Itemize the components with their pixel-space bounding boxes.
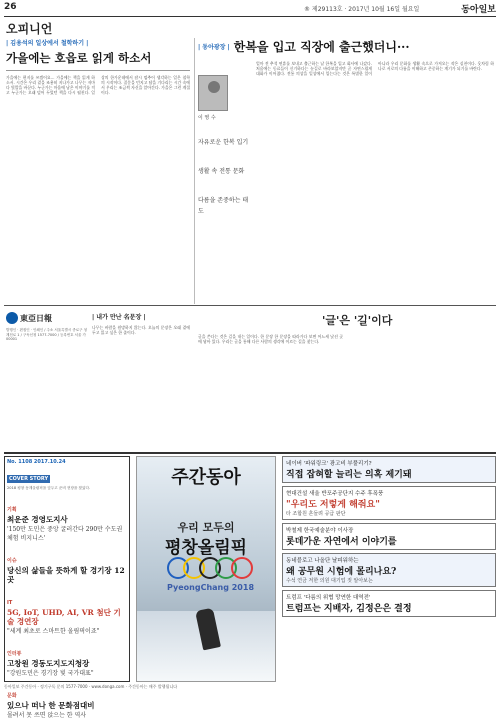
toc-headline: 5G, IoT, UHD, AI, VR 첨단 기술 경연장 [7, 607, 121, 626]
toc-headline: 고창원 경동도지도지청장 [7, 658, 90, 668]
ad-detail: 타 조합원 흔들려 공급 판단 [286, 511, 346, 517]
logo-name: 東亞日報 [20, 312, 52, 323]
pull-quotes [198, 61, 250, 235]
ad-column [282, 456, 496, 682]
quote-body: 나무는 바람을 원망하지 않는다. 오늘의 문장은 오래 곁에 두고 읽고 싶은 한 줄이다. [92, 325, 190, 336]
ad-line: 동네블로고 나올단 날피워하는 [286, 558, 359, 564]
ad-line: 박철제 한국예술분야 이사장 [286, 528, 354, 534]
ad-line: 네이버 '파워링크' 광고비 부풀리기? [286, 461, 372, 467]
publisher-info: 발행인 · 편집인 · 인쇄인 / 주소 서울특별시 종로구 청계천로 1 / 구독신청 1577-7000 / 등록번호 서울 가00001 [6, 328, 88, 342]
ad-box[interactable] [282, 523, 496, 550]
page-footer: 동아일보 주간동아 · 정기구독 문의 1577-7000 · www.donga.com · 주간동아는 매주 발행됩니다 [4, 684, 178, 689]
article-headline[interactable]: 한복을 입고 직장에 출근했더니··· [233, 40, 410, 54]
ad-box[interactable] [282, 590, 496, 617]
toc-headline: 당신의 삶들을 뜻하게 할 경기장 12곳 [7, 565, 125, 584]
ad-headline: 롯데가운 자연에서 이야기를 [286, 537, 397, 547]
toc-kicker: IT [7, 599, 13, 606]
dong-a-gwangjang-article [198, 38, 494, 304]
toc-item[interactable] [7, 547, 127, 584]
issue-number: No. 1108 2017.10.24 [7, 459, 66, 465]
cover-story-text: 2018 평창 동계올림픽을 앞두고 준비 현장을 찾았다. [7, 486, 91, 490]
toc-headline: 있으나 떠나 한 문화점대비 [7, 700, 95, 710]
toc-sub: "강원도민은 경기장 빛 국가대표" [7, 669, 94, 677]
pull-quote: 생활 속 전통 문화 [198, 168, 245, 175]
column-article [6, 38, 190, 304]
section-rule [4, 305, 496, 306]
olympic-ring-icon [231, 557, 253, 579]
divider [6, 70, 190, 71]
ad-box[interactable] [282, 486, 496, 520]
pull-quote: 다름을 존중하는 태도 [198, 197, 249, 215]
column-body: 가을에는 편지를 쓰겠어요… 가을에는 책을 읽게 하소서. 시간은 우리 곁을 조용히 지나가고 나무는 저마다 빛깔을 바꾼다. 누군가는 마음에 남은 이야기를 적고 누군가는 오래 덮어 두었던 책을 다시 펼친다. 일상의 한가운데에서 잠시 멈추어 생각하는 일은 철학의 시작이다. 질문을 던지고 답을 기다리는 시간 속에서 우리는 조금씩 자신을 알아간다. 가을은 그런 계절이다. [6, 75, 190, 96]
toc-kicker: 기획 [7, 506, 17, 513]
ad-line: 트럼프 '다름의 위협 망연한 대역전' [286, 595, 371, 601]
toc-kicker: 이슈 [7, 557, 17, 564]
cover-subtitle: PyeongChang 2018 [167, 583, 255, 592]
ad-headline: "우리도 저렇게 해줘요" [286, 500, 380, 510]
header-rule [4, 16, 496, 17]
toc-item[interactable] [7, 496, 127, 542]
cover-headline-2: 평창올림픽 [164, 538, 248, 558]
toc-kicker: 인터뷰 [7, 650, 22, 657]
ad-box[interactable] [282, 553, 496, 587]
author-portrait [198, 75, 228, 111]
page-number: 26 [4, 2, 17, 12]
essay-title[interactable]: '글'은 '길'이다 [322, 314, 393, 327]
article-body: 얼마 전 추석 연휴를 보내고 출근하는 날 한복을 입고 회사에 나갔다. 처음에는 동료들이 신기하다는 눈길로 바라보았지만 곧 자연스럽게 대화가 이어졌다. 전통 의상을 일상에서 입는다는 것은 특별한 일이 아니라 우리 문화를 생활 속으로 가져오는 작은 실천이다. 옷차림 하나로 서로의 다름을 이해하고 존중하는 계기가 되기를 바란다. [256, 61, 494, 77]
toc-sub: "세계 최초로 스마트한 올림픽이죠" [7, 627, 100, 635]
ad-detail: 수석 연금 저한 의원 대기업 짓 알아보는 [286, 578, 373, 584]
column-headline[interactable]: 가을에는 호읍로 읽게 하소서 [6, 51, 152, 65]
column-divider [194, 38, 195, 304]
toc-kicker: 문화 [7, 692, 17, 699]
cover-headline-1: 우리 모두의 [177, 521, 235, 534]
cover-story-badge: COVER STORY [9, 476, 49, 482]
masthead: 동아일보 [461, 5, 496, 15]
toc-item[interactable] [7, 589, 127, 635]
author-name: 이 영 수 [198, 115, 216, 121]
toc-item[interactable] [7, 640, 127, 677]
quote-column [92, 312, 190, 448]
article-tag: | 동아광장 | [198, 44, 230, 51]
issue-meta: ® 제29113호 · 2017년 10월 16일 월요일 [304, 6, 420, 13]
magazine-cover[interactable] [136, 456, 276, 682]
section-title: 오피니언 [6, 22, 53, 36]
column-kicker: | 김용석의 일상에서 철학하기 | [6, 40, 89, 47]
toc-sub: 몰려서 못 쓰면 앉으는 한 역사 [7, 711, 87, 719]
page-header [4, 2, 496, 16]
essay-body: 글을 쓴다는 것은 길을 내는 일이다. 한 문장 한 문장을 따라가다 보면 어느새 낯선 곳에 닿아 있다. 우리는 글을 통해 다른 사람의 생각에 이르는 길을 찾는다. [198, 334, 343, 345]
ad-headline: 왜 공무원 시험에 몰리나요? [286, 567, 397, 577]
pull-quote: 자유로운 한복 입기 [198, 139, 249, 146]
ad-headline: 트럼프는 지배자, 김정은은 결정 [286, 604, 412, 614]
quote-label: | 내가 만난 名문장 | [92, 314, 146, 321]
cover-masthead: 주간동아 [171, 467, 241, 488]
ad-box[interactable] [282, 456, 496, 483]
ad-line: 현대건설 새울 반포주공단지 수주 후폭풍 [286, 491, 384, 497]
publisher-box [6, 312, 88, 448]
ad-headline: 직접 잡혀할 늘리는 의혹 제기돼 [286, 470, 412, 480]
toc-sub: '150만 도민은 중앙 굴러간다 290만 수도권 체험 비지니스' [7, 525, 123, 542]
ad-section-rule [4, 452, 496, 454]
essay-article [198, 312, 494, 448]
donga-logo-icon [6, 312, 18, 324]
toc-headline: 최운준 경영도지사 [7, 514, 68, 524]
author-box [198, 75, 250, 124]
